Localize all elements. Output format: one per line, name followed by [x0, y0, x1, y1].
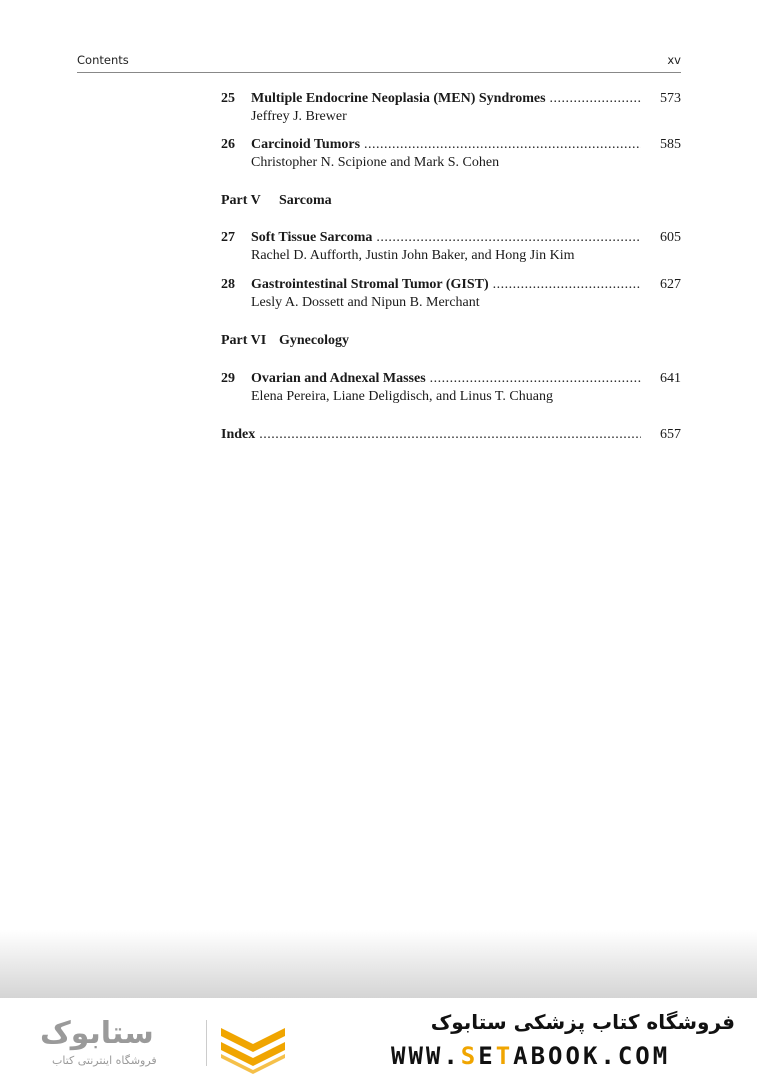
toc-entry-25[interactable] — [221, 90, 681, 124]
part-title: Sarcoma — [279, 193, 332, 208]
chapter-authors: Lesly A. Dossett and Nipun B. Merchant — [251, 295, 480, 310]
chapter-number: 28 — [221, 277, 235, 292]
watermark-footer[interactable] — [0, 998, 757, 1080]
running-head — [77, 52, 681, 72]
index-page: 657 — [660, 427, 681, 442]
index-title: Index — [221, 427, 256, 442]
header-rule — [77, 72, 681, 73]
running-head-page-number: xv — [667, 53, 681, 67]
part-label: Part V — [221, 193, 261, 208]
chapter-authors: Elena Pereira, Liane Deligdisch, and Linus T. Chuang — [251, 389, 553, 404]
part-heading-v — [221, 193, 332, 209]
chapter-page: 585 — [660, 137, 681, 152]
chapter-number: 26 — [221, 137, 235, 152]
logo-divider — [206, 1020, 207, 1066]
shop-title: فروشگاه کتاب پزشکی ستابوک — [430, 1010, 735, 1034]
chapter-page: 573 — [660, 91, 681, 106]
chapter-number: 29 — [221, 371, 235, 386]
part-label: Part VI — [221, 333, 267, 348]
logo-subtitle: فروشگاه اینترنتی کتاب — [52, 1054, 157, 1067]
footer-shadow — [0, 930, 757, 998]
toc-entry-26[interactable] — [221, 136, 681, 170]
chapter-authors: Rachel D. Aufforth, Justin John Baker, and Hong Jin Kim — [251, 248, 575, 263]
chapter-title: Carcinoid Tumors — [251, 137, 361, 152]
chapter-authors: Christopher N. Scipione and Mark S. Cohen — [251, 155, 500, 170]
chapter-number: 27 — [221, 230, 235, 245]
chapter-authors: Jeffrey J. Brewer — [251, 109, 347, 124]
chapter-title: Gastrointestinal Stromal Tumor (GIST) — [251, 277, 489, 292]
toc-entry-28[interactable] — [221, 276, 681, 310]
toc-entry-29[interactable] — [221, 370, 681, 404]
book-stack-icon — [217, 1018, 289, 1074]
chapter-title: Multiple Endocrine Neoplasia (MEN) Syndromes — [251, 91, 546, 106]
chapter-page: 641 — [660, 371, 681, 386]
chapter-page: 605 — [660, 230, 681, 245]
toc-entry-27[interactable] — [221, 229, 681, 263]
chapter-number: 25 — [221, 91, 235, 106]
toc-entry-index[interactable] — [221, 426, 681, 444]
website-url[interactable]: WWW.SETABOOK.COM — [391, 1042, 671, 1070]
part-heading-vi — [221, 333, 349, 349]
setabook-logo: ستابوک — [40, 1016, 154, 1051]
chapter-page: 627 — [660, 277, 681, 292]
running-head-section: Contents — [77, 53, 129, 67]
part-title: Gynecology — [279, 333, 349, 348]
chapter-title: Soft Tissue Sarcoma — [251, 230, 373, 245]
chapter-title: Ovarian and Adnexal Masses — [251, 371, 426, 386]
